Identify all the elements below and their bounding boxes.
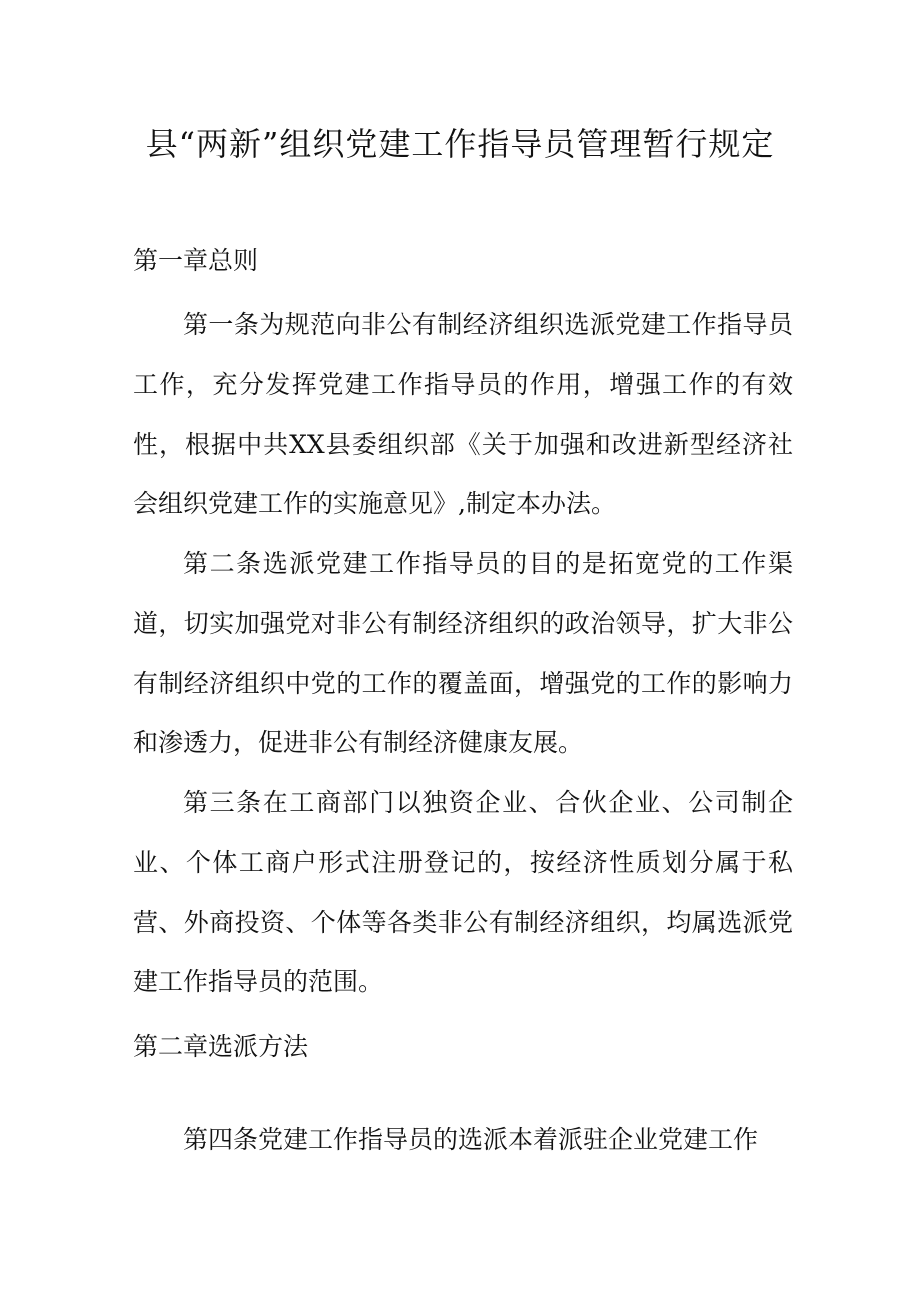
article-1: 第一条为规范向非公有制经济组织选派党建工作指导员工作，充分发挥党建工作指导员的作用，增强工作的有效性，根据中共XX县委组织部《关于加强和改进新型经济社会组织党建工作的实施意见》,制定本办法。 bbox=[133, 310, 793, 519]
chapter-1-heading: 第一章总则 bbox=[133, 246, 259, 275]
article-3: 第三条在工商部门以独资企业、合伙企业、公司制企业、个体工商户形式注册登记的，按经济性质划分属于私营、外商投资、个体等各类非公有制经济组织，均属选派党建工作指导员的范围。 bbox=[133, 788, 793, 997]
article-2: 第二条选派党建工作指导员的目的是拓宽党的工作渠道，切实加强党对非公有制经济组织的政治领导，扩大非公有制经济组织中党的工作的覆盖面，增强党的工作的影响力和渗透力，促进非公有制经济健康友展。 bbox=[133, 549, 793, 758]
chapter-2-heading: 第二章选派方法 bbox=[133, 1032, 309, 1061]
document-title: 县“两新”组织党建工作指导员管理暂行规定 bbox=[145, 125, 775, 163]
article-4: 第四条党建工作指导员的选派本着派驻企业党建工作 bbox=[183, 1125, 759, 1154]
